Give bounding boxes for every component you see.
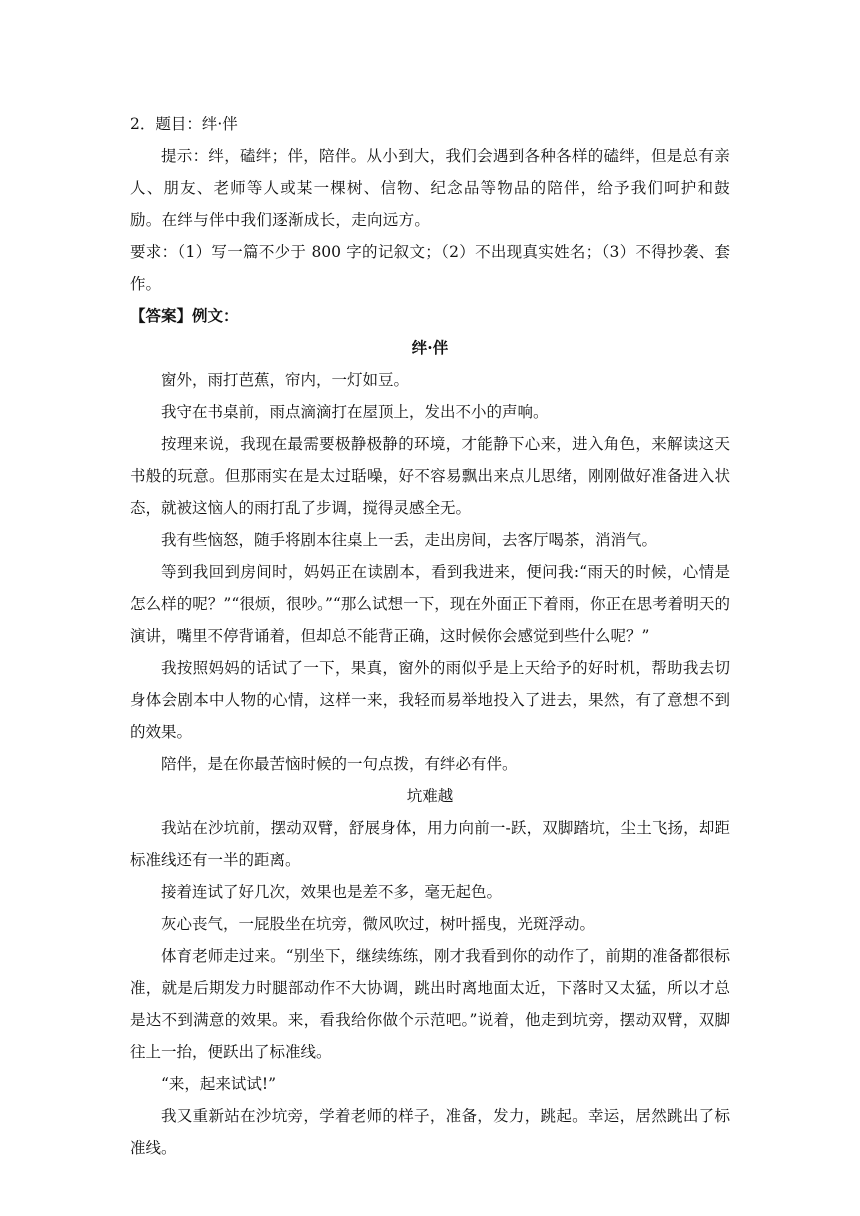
essay-paragraph: 体育老师走过来。“别坐下，继续练练，刚才我看到你的动作了，前期的准备都很标准，就是后期发力时腿部动作不大协调，跳出时离地面太近，下落时又太猛，所以才总是达不到满意的效果。来，看我给你做个示范吧。”说着，他走到坑旁，摆动双臂，双脚往上一抬，便跃出了标准线。 [130,947,730,1061]
essay-paragraph: 等到我回到房间时，妈妈正在读剧本，看到我进来，便问我:“雨天的时候，心情是怎么样的呢？”“很烦，很吵。”“那么试想一下，现在外面正下着雨，你正在思考着明天的演讲，嘴里不停背诵着，但却总不能背正确，这时候你会感觉到些什么呢？” [130,563,730,645]
essay-paragraph: 我有些恼怒，随手将剧本往桌上一丢，走出房间，去客厅喝茶，消消气。 [161,531,658,549]
essay-paragraph: 窗外，雨打芭蕉，帘内，一灯如豆。 [161,371,410,389]
essay-paragraph: 按理来说，我现在最需要极静极静的环境，才能静下心来，进入角色，来解读这天书般的玩意。但那雨实在是太过聒噪，好不容易飘出来点儿思绪，刚刚做好准备进入状态，就被这恼人的雨打乱了步调，搅得灵感全无。 [130,435,730,517]
essay-paragraph: 灰心丧气，一屁股坐在坑旁，微风吹过，树叶摇曳，光斑浮动。 [161,915,596,933]
essay-title: 绊·伴 [411,338,449,357]
essay-paragraph: 我守在书桌前，雨点滴滴打在屋顶上，发出不小的声响。 [161,403,549,421]
essay-paragraph: 我按照妈妈的话试了一下，果真，窗外的雨似乎是上天给予的好时机，帮助我去切身体会剧本中人物的心情，这样一来，我轻而易举地投入了进去，果然，有了意想不到的效果。 [130,659,730,741]
section-title: 坑难越 [406,787,454,805]
document-body [130,108,730,1164]
essay-paragraph: 我站在沙坑前，摆动双臂，舒展身体，用力向前一-跃，双脚踏坑，尘土飞扬，却距标准线还有一半的距离。 [130,819,730,869]
answer-label: 【答案】例文： [130,306,239,325]
question-requirements: 要求：（1）写一篇不少于 800 字的记叙文；（2）不出现真实姓名；（3）不得抄袭、套作。 [130,243,730,293]
essay-paragraph: 接着连试了好几次，效果也是差不多，毫无起色。 [161,883,503,901]
question-hint: 提示：绊，磕绊；伴，陪伴。从小到大，我们会遇到各种各样的磕绊，但是总有亲人、朋友、老师等人或某一棵树、信物、纪念品等物品的陪伴，给予我们呵护和鼓励。在绊与伴中我们逐渐成长，走向远方。 [130,147,730,229]
essay-paragraph: 我又重新站在沙坑旁，学着老师的样子，准备，发力，跳起。幸运，居然跳出了标准线。 [130,1107,730,1157]
essay-paragraph: “来，起来试试!” [161,1075,277,1093]
question-title: 2．题目：绊·伴 [130,115,238,133]
essay-paragraph: 陪伴，是在你最苦恼时候的一句点拨，有绊必有伴。 [161,755,518,773]
